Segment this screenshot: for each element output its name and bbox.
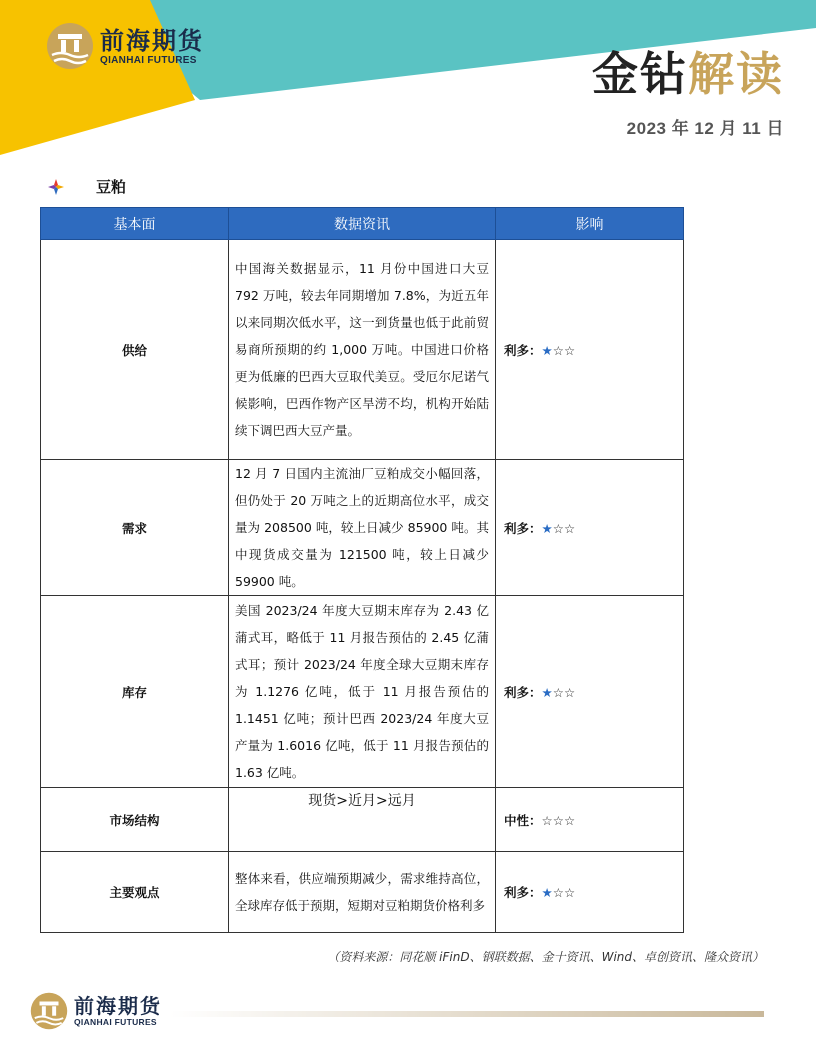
impact-cell — [496, 788, 684, 852]
table-row — [41, 852, 684, 933]
star-empty-icon: ☆ — [552, 812, 564, 828]
info-cell: 中国海关数据显示，11 月份中国进口大豆 792 万吨，较去年同期增加 7.8%，为近五年以来同期次低水平，这一到货量也低于此前贸易商所预期的约 1,000 万吨。中国进口价格更为低廉的巴西大豆取代美豆。受厄尔尼诺气候影响，巴西作物产区旱涝不均，机构开始陆续下调巴西大豆产量。 — [229, 240, 496, 460]
dimension-cell: 主要观点 — [41, 852, 229, 933]
star-filled-icon: ★ — [541, 342, 553, 358]
info-cell: 12 月 7 日国内主流油厂豆粕成交小幅回落，但仍处于 20 万吨之上的近期高位水平，成交量为 208500 吨，较上日减少 85900 吨。其中现货成交量为 121500 吨，较上日减少 59900 吨。 — [229, 460, 496, 596]
table-header-row — [41, 208, 684, 240]
star-empty-icon: ☆ — [563, 885, 576, 900]
rating-stars — [542, 813, 576, 828]
footer-divider — [170, 1011, 764, 1017]
star-filled-icon: ★ — [541, 684, 553, 700]
star-empty-icon: ☆ — [552, 520, 564, 536]
footer-logo-chinese-name: 前海期货 — [74, 994, 162, 1018]
dimension-cell: 库存 — [41, 596, 229, 788]
qianhai-logo-icon — [30, 992, 68, 1030]
report-title-part2: 解读 — [688, 47, 784, 101]
table-row — [41, 240, 684, 460]
dimension-cell: 供给 — [41, 240, 229, 460]
section-heading — [48, 176, 126, 197]
source-note: （资料来源：同花顺 iFinD、钢联数据、金十资讯、Wind、卓创资讯、隆众资讯） — [327, 950, 764, 964]
header-logo — [46, 22, 204, 70]
star-empty-icon: ☆ — [563, 812, 576, 828]
impact-cell — [496, 240, 684, 460]
impact-label: 利多： — [504, 684, 542, 700]
star-empty-icon: ☆ — [552, 885, 564, 900]
info-cell: 整体来看，供应端预期减少，需求维持高位，全球库存低于预期，短期对豆粕期货价格利多 — [229, 852, 496, 933]
star-empty-icon: ☆ — [563, 520, 576, 536]
impact-label: 利多： — [504, 342, 542, 358]
impact-label: 中性： — [504, 812, 542, 828]
star-empty-icon: ☆ — [563, 684, 576, 700]
header-data-info: 数据资讯 — [229, 208, 496, 240]
star-empty-icon: ☆ — [563, 342, 576, 358]
report-title-part1: 金钻 — [592, 47, 688, 101]
impact-label: 利多： — [504, 520, 542, 536]
rating-stars — [542, 685, 576, 700]
header-fundamentals: 基本面 — [41, 208, 229, 240]
rating-stars — [542, 521, 576, 536]
impact-cell — [496, 460, 684, 596]
compass-star-icon — [48, 179, 64, 195]
footer-logo — [30, 992, 162, 1030]
impact-cell — [496, 596, 684, 788]
report-title — [592, 46, 784, 102]
star-empty-icon: ☆ — [541, 812, 553, 828]
table-row — [41, 460, 684, 596]
logo-english-name: QIANHAI FUTURES — [100, 54, 197, 66]
star-empty-icon: ☆ — [552, 684, 564, 700]
info-cell: 美国 2023/24 年度大豆期末库存为 2.43 亿蒲式耳，略低于 11 月报告预估的 2.45 亿蒲式耳；预计 2023/24 年度全球大豆期末库存为 1.1276 亿吨，低于 11 月报告预估的 1.1451 亿吨；预计巴西 2023/24 年度大豆产量为 1.6016 亿吨，低于 11 月报告预估的 1.63 亿吨。 — [229, 596, 496, 788]
star-empty-icon: ☆ — [552, 342, 564, 358]
logo-chinese-name: 前海期货 — [100, 25, 204, 55]
table-row — [41, 596, 684, 788]
table-row — [41, 788, 684, 852]
info-cell: 现货>近月>远月 — [229, 788, 496, 852]
footer-logo-english-name: QIANHAI FUTURES — [74, 1017, 157, 1027]
section-title: 豆粕 — [96, 178, 127, 196]
rating-stars — [542, 343, 576, 358]
star-filled-icon: ★ — [541, 885, 553, 900]
impact-cell — [496, 852, 684, 933]
star-filled-icon: ★ — [541, 520, 553, 536]
impact-label: 利多： — [504, 885, 542, 900]
qianhai-logo-icon — [46, 22, 94, 70]
fundamentals-table — [40, 207, 684, 933]
dimension-cell: 需求 — [41, 460, 229, 596]
dimension-cell: 市场结构 — [41, 788, 229, 852]
rating-stars — [542, 885, 576, 900]
header-impact: 影响 — [496, 208, 684, 240]
report-date: 2023 年 12 月 11 日 — [626, 119, 784, 138]
